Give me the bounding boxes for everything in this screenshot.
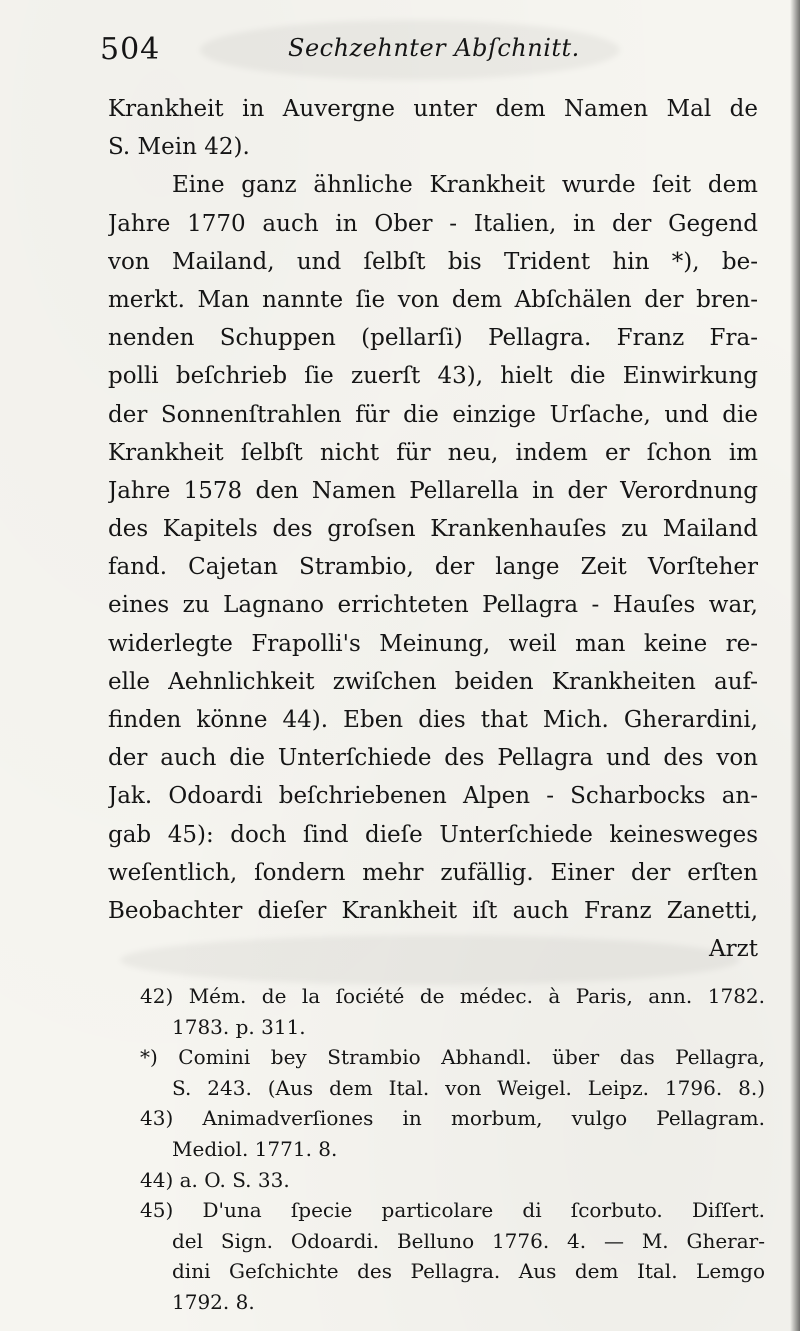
- body-line: finden könne 44). Eben dies that Mich. Gherardini,: [108, 707, 758, 733]
- body-line: fand. Cajetan Strambio, der lange Zeit Vorſteher: [108, 554, 758, 581]
- page-edge-shadow: [790, 0, 800, 1331]
- footnote-line: *) Comini bey Strambio Abhandl. über das Pellagra,: [140, 1045, 765, 1070]
- body-line: nenden Schuppen (pellarſi) Pellagra. Franz Fra-: [108, 325, 758, 352]
- body-line: widerlegte Frapolli's Meinung, weil man keine re-: [108, 630, 758, 657]
- body-line: Jahre 1578 den Namen Pellarella in der Verordnung: [108, 477, 758, 504]
- body-line: der Sonnenſtrahlen für die einzige Urſache, und die: [108, 401, 758, 428]
- body-line: gab 45): doch ſind dieſe Unterſchiede keinesweges: [108, 821, 758, 848]
- body-line: Krankheit ſelbſt nicht für neu, indem er ſchon im: [108, 439, 758, 466]
- body-line: des Kapitels des groſsen Krankenhauſes zu Mailand: [108, 516, 758, 543]
- footnote-line: 1783. p. 311.: [172, 1014, 306, 1039]
- running-head: [100, 30, 740, 70]
- body-line: Eine ganz ähnliche Krankheit wurde ſeit dem: [172, 172, 758, 199]
- body-line: Jahre 1770 auch in Ober - Italien, in der Gegend: [108, 210, 758, 237]
- footnotes: [140, 981, 765, 1318]
- footnote-line: Mediol. 1771. 8.: [172, 1136, 338, 1161]
- body-line: polli beſchrieb ſie zuerſt 43), hielt die Einwirkung: [108, 363, 758, 390]
- section-title: Sechzehnter Abſchnitt.: [288, 34, 580, 62]
- body-line: der auch die Unterſchiede des Pellagra und des von: [108, 745, 758, 772]
- body-line: merkt. Man nannte ſie von dem Abſchälen der bren-: [108, 286, 758, 313]
- footnote-line: 42) Mém. de la ſociété de médec. à Paris, ann. 1782.: [140, 984, 765, 1008]
- footnote-line: 1792. 8.: [172, 1289, 255, 1314]
- body-line: elle Aehnlichkeit zwiſchen beiden Krankheiten auf-: [108, 668, 758, 695]
- body-line: weſentlich, ſondern mehr zufällig. Einer der erſten: [108, 859, 758, 886]
- body-line: Jak. Odoardi beſchriebenen Alpen - Scharbocks an-: [108, 783, 758, 810]
- footnote-line: 43) Animadverſiones in morbum, vulgo Pellagram.: [140, 1106, 765, 1131]
- body-line: von Mailand, und ſelbſt bis Trident hin *), be-: [108, 248, 758, 275]
- body-line: eines zu Lagnano errichteten Pellagra - Hauſes war,: [108, 592, 758, 619]
- body-text: [108, 90, 758, 968]
- body-line: Beobachter dieſer Krankheit iſt auch Franz Zanetti,: [108, 897, 758, 924]
- footnote-line: del Sign. Odoardi. Belluno 1776. 4. — M. Gherar-: [172, 1228, 765, 1253]
- footnote-line: S. 243. (Aus dem Ital. von Weigel. Leipz. 1796. 8.): [172, 1075, 765, 1100]
- body-line: S. Mein 42).: [108, 134, 250, 161]
- catchword: Arzt: [709, 936, 758, 963]
- footnote-line: 45) D'una ſpecie particolare di ſcorbuto. Diſſert.: [140, 1198, 765, 1223]
- footnote-line: 44) a. O. S. 33.: [140, 1167, 290, 1192]
- page-number: 504: [100, 32, 161, 67]
- body-line: Krankheit in Auvergne unter dem Namen Mal de: [108, 96, 758, 122]
- footnote-line: dini Geſchichte des Pellagra. Aus dem Ital. Lemgo: [172, 1259, 765, 1284]
